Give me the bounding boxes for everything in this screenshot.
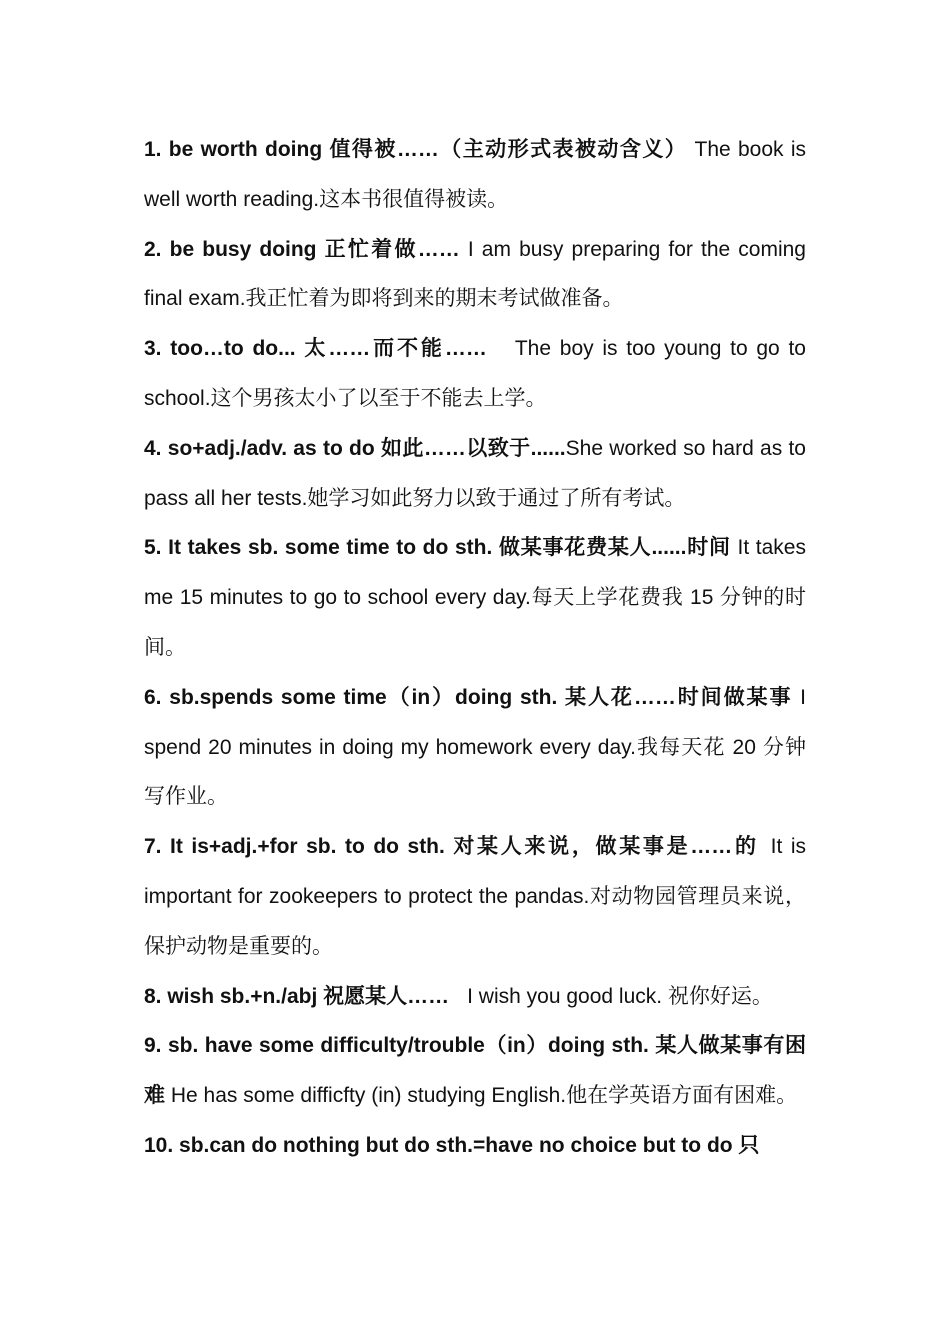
- entry-3-phrase: 3. too…to do... 太……而不能……: [144, 337, 487, 361]
- entry-10-phrase: 10. sb.can do nothing but do sth.=have no choice but to do 只: [144, 1133, 760, 1157]
- entry-1-example: The book is well worth reading.这本书很值得被读。: [144, 138, 806, 211]
- entry-4-phrase: 4. so+adj./adv. as to do 如此……以致于......: [144, 436, 566, 460]
- entry-3: [144, 324, 806, 424]
- entry-8-phrase: 8. wish sb.+n./abj 祝愿某人……: [144, 984, 450, 1008]
- entry-8-example: I wish you good luck. 祝你好运。: [467, 984, 773, 1008]
- entry-5-example: It takes me 15 minutes to go to school every day.每天上学花费我 15 分钟的时间。: [144, 536, 806, 659]
- entry-10: [144, 1121, 806, 1171]
- entry-7: [144, 822, 806, 971]
- entry-2-example: I am busy preparing for the coming final exam.我正忙着为即将到来的期末考试做准备。: [144, 237, 806, 311]
- entry-5-phrase: 5. It takes sb. some time to do sth. 做某事花费某人......时间: [144, 536, 731, 560]
- entry-6-phrase: 6. sb.spends some time（in）doing sth. 某人花……时间做某事: [144, 685, 793, 709]
- entry-2: [144, 225, 806, 325]
- entry-4-example: She worked so hard as to pass all her tests.她学习如此努力以致于通过了所有考试。: [144, 436, 806, 510]
- entry-1-phrase: 1. be worth doing 值得被……（主动形式表被动含义）: [144, 138, 688, 161]
- entry-1: [144, 125, 806, 225]
- entry-3-example: The boy is too young to go to school.这个男孩太小了以至于不能去上学。: [144, 337, 806, 410]
- entry-4: [144, 424, 806, 524]
- entry-7-phrase: 7. It is+adj.+for sb. to do sth. 对某人来说，做某事是……的: [144, 835, 759, 859]
- entry-9-example: He has some difficfty (in) studying English.他在学英语方面有困难。: [170, 1084, 798, 1108]
- entry-8: [144, 972, 806, 1022]
- entry-5: [144, 523, 806, 672]
- entry-9: [144, 1021, 806, 1121]
- entry-7-example: It is important for zookeepers to protect the pandas.对动物园管理员来说，保护动物是重要的。: [144, 835, 806, 958]
- entry-2-phrase: 2. be busy doing 正忙着做……: [144, 237, 460, 261]
- entry-9-phrase: 9. sb. have some difficulty/trouble（in）doing sth. 某人做某事有困难: [144, 1034, 806, 1108]
- entry-6: [144, 673, 806, 822]
- document-page: [144, 125, 806, 1171]
- entry-6-example: I spend 20 minutes in doing my homework every day.我每天花 20 分钟写作业。: [144, 685, 806, 809]
